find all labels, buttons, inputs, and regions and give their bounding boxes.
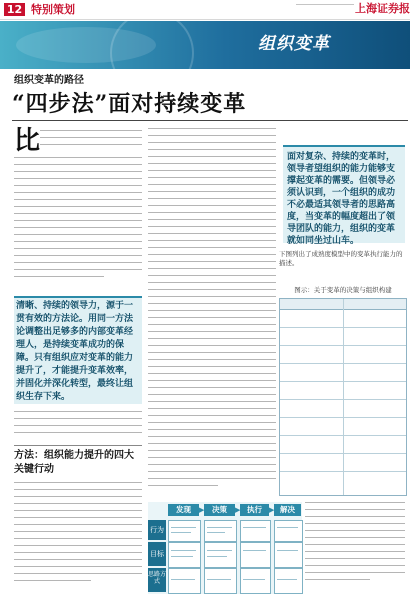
drop-cap: 比 [14,126,41,156]
table-row [280,471,406,472]
diagram-cell-text [243,579,265,580]
diagram-cell [204,542,237,568]
page-number: 12 [4,3,25,16]
diagram-cell [240,520,271,542]
section-banner [0,21,410,69]
subsection-heading: 方法：组织能力提升的四大关键行动 [14,445,142,477]
diagram-cell-text [171,532,191,533]
diagram-cell-text [171,556,193,557]
callout-box: 面对复杂、持续的变革时，领导者望组织的能力能够支撑起变革的需要。但领导必须认识到，一个组织的成功不必最适其领导者的思路高度，当变革的幅度超出了领导团队的能力，组织的变革就如同坐过山车。 [283,145,405,243]
diagram-cell-text [207,556,227,557]
diagram-cell-text [171,527,196,528]
diagram-cell-text [207,527,232,528]
banner-title: 组织变革 [258,34,330,54]
diagram-step-discover: 发现 [168,504,199,516]
diagram-cell-text [243,550,266,551]
arrow-right-icon: ▶ [199,506,205,514]
article-kicker: 组织变革的路径 [14,75,84,86]
diagram-cell [204,520,237,542]
diagram-cell-text [171,550,196,551]
table-header-right [343,299,406,310]
diagram-cell-text [171,579,195,580]
banner-decoration [110,21,194,69]
diagram-cell-text [277,527,298,528]
diagram-cell-text [207,532,225,533]
table-divider [343,299,344,495]
diagram-cell-text [207,579,231,580]
body-text-column [148,128,276,492]
diagram-step-execute: 执行 [240,504,269,516]
diagram-cell-text [243,527,266,528]
table-header-left [280,299,343,310]
table-title: 图示：关于变革的决策与组织构建 [294,286,392,294]
header-date-line [296,2,356,7]
comparison-table [279,298,407,496]
article-headline: “四步法”面对持续变革 [12,91,247,117]
figure-caption: 下图列出了成熟度模型中的变革执行能力的描述。 [279,250,403,267]
body-text-column [14,411,142,439]
section-title: 特别策划 [31,3,75,16]
diagram-cell [168,520,201,542]
table-row [280,399,406,400]
diagram-cell [240,542,271,568]
diagram-cell [274,542,303,568]
table-row [280,363,406,364]
table-row [280,435,406,436]
body-text-column [305,502,405,586]
diagram-cell [240,568,271,594]
body-text-column [14,482,142,587]
table-row [280,327,406,328]
diagram-cell [274,568,303,594]
diagram-cell-text [277,550,298,551]
diagram-cell-text [207,550,232,551]
table-row [280,417,406,418]
arrow-right-icon: ▶ [235,506,241,514]
diagram-cell-text [277,579,297,580]
body-text-column [40,130,142,151]
headline-rule [12,120,408,121]
diagram-row-label: 行为 [148,520,166,540]
diagram-step-resolve: 解决 [274,504,301,516]
body-text-column [14,157,142,283]
table-row [280,345,406,346]
diagram-step-decide: 决策 [204,504,235,516]
diagram-cell [168,542,201,568]
table-row [280,453,406,454]
diagram-cell [168,568,201,594]
four-step-diagram [148,502,302,594]
diagram-row-label: 目标 [148,542,166,566]
pull-quote: 清晰、持续的领导力，源于一贯有效的方法论。用同一方法论调整出足够多的内部变革经理人，是持续变革成功的保障。只有组织应对变革的能力提升了，才能提升变革效率，并固化并深化转型，最终让组织生存下来。 [14,296,142,404]
arrow-right-icon: ▶ [269,506,275,514]
diagram-row-label: 思路方式 [148,568,166,592]
newspaper-masthead: 上海证券报 [355,2,410,15]
diagram-cell [274,520,303,542]
table-row [280,381,406,382]
diagram-cell [204,568,237,594]
